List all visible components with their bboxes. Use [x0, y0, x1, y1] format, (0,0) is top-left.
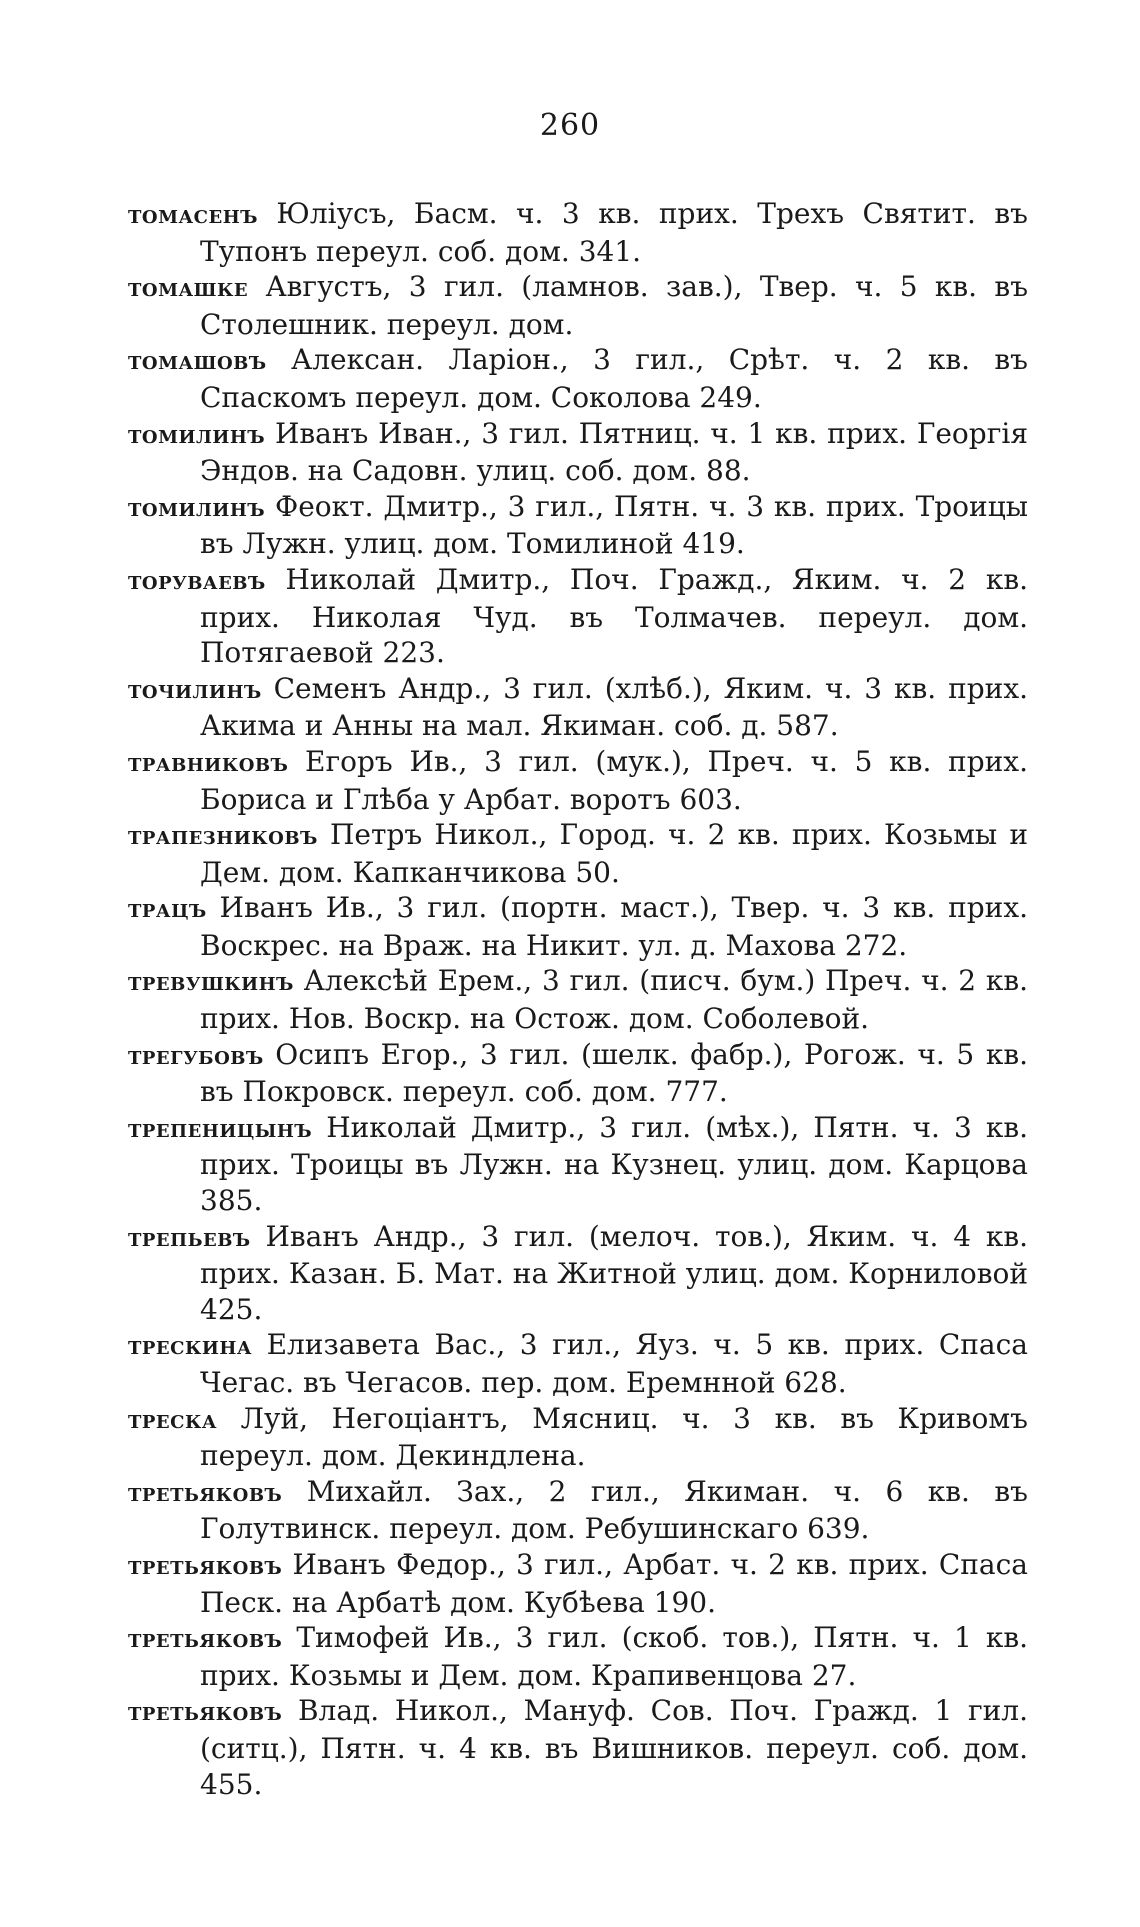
entry-text: Иванъ Андр., 3 гил. (мелоч. тов.), Яким. ч. 4 кв. прих. Казан. Б. Мат. на Житной улиц. дом. Корниловой 425.	[200, 1219, 1028, 1326]
directory-entry	[128, 671, 1028, 744]
directory-entry	[128, 1474, 1028, 1547]
directory-entry	[128, 562, 1028, 671]
directory-entry	[128, 196, 1028, 269]
entry-text: Николай Дмитр., Поч. Гражд., Яким. ч. 2 кв. прих. Николая Чуд. въ Толмачев. переул. дом. Потягаевой 223.	[200, 562, 1028, 670]
entry-text: Семенъ Андр., 3 гил. (хлѣб.), Яким. ч. 3 кв. прих. Акима и Анны на мал. Якиман. соб. д. 587.	[200, 671, 1029, 743]
directory-entry	[128, 1037, 1028, 1110]
entry-text: Петръ Никол., Город. ч. 2 кв. прих. Козьмы и Дем. дом. Капканчикова 50.	[200, 818, 1028, 889]
entry-surname: трегубовъ	[128, 1040, 264, 1071]
directory-entry	[128, 1693, 1028, 1802]
entry-text: Елизавета Вас., 3 гил., Яуз. ч. 5 кв. прих. Спаса Чегас. въ Чегасов. пер. дом. Еремнной 628.	[200, 1328, 1028, 1399]
entry-surname: травниковъ	[128, 747, 289, 778]
entry-text: Алексѣй Ерем., 3 гил. (писч. бум.) Преч. ч. 2 кв. прих. Нов. Воскр. на Остож. дом. Соболевой.	[200, 964, 1028, 1036]
entry-surname: трепьевъ	[128, 1222, 251, 1253]
entry-text: Егоръ Ив., 3 гил. (мук.), Преч. ч. 5 кв. прих. Бориса и Глѣба у Арбат. воротъ 603.	[200, 744, 1028, 816]
directory-entry	[128, 489, 1028, 562]
entry-surname: томашовъ	[128, 346, 267, 377]
entry-surname: трепеницынъ	[128, 1113, 313, 1144]
entry-surname: томилинъ	[128, 419, 266, 450]
entry-text: Феокт. Дмитр., 3 гил., Пятн. ч. 3 кв. прих. Троицы въ Лужн. улиц. дом. Томилиной 419.	[200, 489, 1028, 561]
directory-entry	[128, 1327, 1028, 1400]
directory-entries	[128, 196, 1028, 1802]
entry-text: Осипъ Егор., 3 гил. (шелк. фабр.), Рогож. ч. 5 кв. въ Покровск. переул. соб. дом. 777.	[200, 1037, 1028, 1109]
entry-text: Алексан. Ларіон., 3 гил., Срѣт. ч. 2 кв. въ Спаскомъ переул. дом. Соколова 249.	[200, 343, 1028, 414]
entry-text: Иванъ Иван., 3 гил. Пятниц. ч. 1 кв. прих. Георгія Эндов. на Садовн. улиц. соб. дом. 88.	[200, 416, 1028, 488]
directory-entry	[128, 744, 1028, 817]
entry-text: Луй, Негоціантъ, Мясниц. ч. 3 кв. въ Кривомъ переул. дом. Декиндлена.	[200, 1401, 1028, 1473]
entry-surname: томашке	[128, 273, 249, 304]
entry-text: Августъ, 3 гил. (ламнов. зав.), Твер. ч. 5 кв. въ Столешник. переул. дом.	[200, 270, 1029, 341]
directory-entry	[128, 342, 1028, 415]
entry-text: Николай Дмитр., 3 гил. (мѣх.), Пятн. ч. 3 кв. прих. Троицы въ Лужн. на Кузнец. улиц. дом. Карцова 385.	[200, 1110, 1028, 1218]
page-number: 260	[539, 108, 601, 143]
directory-entry	[128, 890, 1028, 963]
entry-surname: точилинъ	[128, 674, 262, 705]
directory-entry	[128, 1219, 1028, 1328]
entry-surname: трацъ	[128, 894, 207, 925]
entry-surname: третьяковъ	[128, 1624, 283, 1655]
entry-surname: тревушкинъ	[128, 967, 294, 998]
directory-entry	[128, 1547, 1028, 1620]
directory-entry	[128, 1620, 1028, 1693]
entry-surname: треска	[128, 1404, 218, 1435]
entry-surname: третьяковъ	[128, 1550, 283, 1581]
entry-surname: третьяковъ	[128, 1477, 283, 1508]
entry-text: Иванъ Федор., 3 гил., Арбат. ч. 2 кв. прих. Спаса Песк. на Арбатѣ дом. Кубѣева 190.	[200, 1547, 1028, 1619]
entry-text: Тимофей Ив., 3 гил. (скоб. тов.), Пятн. ч. 1 кв. прих. Козьмы и Дем. дом. Крапивенцова 27.	[200, 1621, 1029, 1692]
directory-entry	[128, 416, 1028, 489]
entry-surname: томасенъ	[128, 200, 258, 230]
entry-text: Михайл. Зах., 2 гил., Якиман. ч. 6 кв. въ Голутвинск. переул. дом. Ребушинскаго 639.	[200, 1474, 1028, 1546]
entry-surname: торуваевъ	[128, 565, 266, 596]
directory-entry	[128, 817, 1028, 890]
entry-text: Влад. Никол., Мануф. Сов. Поч. Гражд. 1 гил. (ситц.), Пятн. ч. 4 кв. въ Вишников. переул. соб. дом. 455.	[200, 1694, 1028, 1801]
entry-surname: третьяковъ	[128, 1697, 283, 1728]
directory-entry	[128, 269, 1028, 342]
directory-entry	[128, 1110, 1028, 1219]
entry-text: Юліусъ, Басм. ч. 3 кв. прих. Трехъ Святит. въ Тупонъ переул. соб. дом. 341.	[200, 197, 1028, 268]
directory-entry	[128, 1401, 1028, 1474]
entry-surname: трескина	[128, 1331, 253, 1362]
directory-entry	[128, 963, 1028, 1036]
entry-surname: томилинъ	[128, 492, 266, 523]
entry-text: Иванъ Ив., 3 гил. (портн. маст.), Твер. ч. 3 кв. прих. Воскрес. на Враж. на Никит. ул. д. Махова 272.	[200, 891, 1029, 962]
entry-surname: трапезниковъ	[128, 821, 318, 852]
